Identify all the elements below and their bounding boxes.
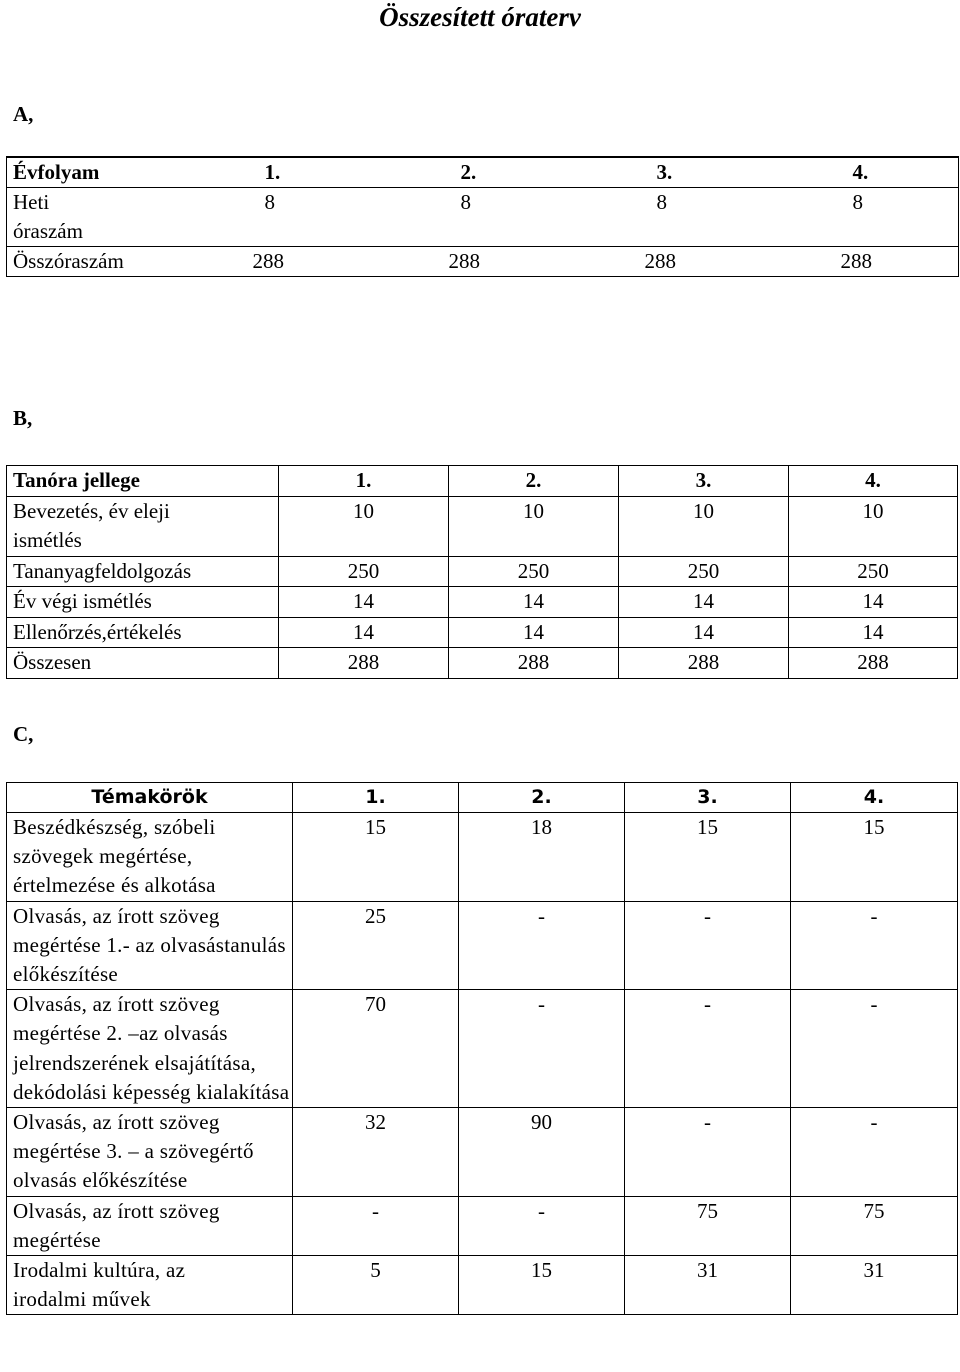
table-cell: 10 xyxy=(279,496,449,556)
topic-label: Olvasás, az írott szöveg megértése 2. –az olvasás jelrendszerének elsajátítása, dekódolási képesség kialakítása xyxy=(7,990,293,1108)
annual-hours-table xyxy=(6,156,959,277)
table-cell: 14 xyxy=(279,617,449,648)
table-header-row xyxy=(7,783,958,813)
table-cell: 75 xyxy=(625,1196,791,1255)
topics-table xyxy=(6,782,958,1315)
header-cell-grade-4: 4. xyxy=(789,466,958,497)
table-cell: - xyxy=(625,1108,791,1197)
section-label-b: B, xyxy=(13,406,33,430)
table-row xyxy=(7,188,959,247)
section-label-c: C, xyxy=(13,722,34,746)
row-label: Tananyagfeldolgozás xyxy=(7,556,279,587)
topic-label: Irodalmi kultúra, az irodalmi művek xyxy=(7,1256,293,1315)
table-row xyxy=(7,1108,958,1197)
table-cell: 288 xyxy=(175,247,371,277)
table-cell: 10 xyxy=(449,496,619,556)
header-cell-grade-2: 2. xyxy=(459,783,625,813)
table-row xyxy=(7,1196,958,1255)
table-cell: 288 xyxy=(789,648,958,679)
table-cell: - xyxy=(791,1108,958,1197)
header-cell-grade-2: 2. xyxy=(449,466,619,497)
table-header-row xyxy=(7,466,958,497)
header-cell-topics: Témakörök xyxy=(7,783,293,813)
table-row xyxy=(7,496,958,556)
topic-label: Olvasás, az írott szöveg megértése 1.- az olvasástanulás előkészítése xyxy=(7,901,293,990)
table-row xyxy=(7,648,958,679)
table-cell: 5 xyxy=(293,1256,459,1315)
table-cell: 14 xyxy=(449,617,619,648)
table-cell: 250 xyxy=(449,556,619,587)
table-row xyxy=(7,556,958,587)
table-cell: 288 xyxy=(279,648,449,679)
table-cell: 90 xyxy=(459,1108,625,1197)
table-row xyxy=(7,617,958,648)
table-cell: 14 xyxy=(619,617,789,648)
table-cell: - xyxy=(459,1196,625,1255)
header-cell-grade-4: 4. xyxy=(763,157,959,188)
header-cell-grade-1: 1. xyxy=(293,783,459,813)
table-row xyxy=(7,901,958,990)
table-cell: 250 xyxy=(279,556,449,587)
table-cell: 32 xyxy=(293,1108,459,1197)
header-cell-grade-2: 2. xyxy=(371,157,567,188)
table-cell: - xyxy=(625,901,791,990)
table-cell: - xyxy=(459,990,625,1108)
table-row xyxy=(7,990,958,1108)
table-cell: 288 xyxy=(371,247,567,277)
table-cell: 31 xyxy=(625,1256,791,1315)
header-cell-grade-4: 4. xyxy=(791,783,958,813)
row-label: Év végi ismétlés xyxy=(7,587,279,618)
table-cell: - xyxy=(791,901,958,990)
header-cell-grade-1: 1. xyxy=(279,466,449,497)
table-cell: 18 xyxy=(459,813,625,902)
topic-label: Olvasás, az írott szöveg megértése xyxy=(7,1196,293,1255)
table-cell: 75 xyxy=(791,1196,958,1255)
table-cell: 250 xyxy=(789,556,958,587)
row-label-weekly-hours: Heti óraszám xyxy=(7,188,175,247)
table-cell: 288 xyxy=(567,247,763,277)
table-cell: 70 xyxy=(293,990,459,1108)
table-cell: 250 xyxy=(619,556,789,587)
header-cell-lesson-type: Tanóra jellege xyxy=(7,466,279,497)
row-label: Bevezetés, év eleji ismétlés xyxy=(7,496,279,556)
table-cell: 15 xyxy=(459,1256,625,1315)
table-cell: 8 xyxy=(371,188,567,247)
table-cell: - xyxy=(791,990,958,1108)
header-cell-grade-3: 3. xyxy=(567,157,763,188)
table-row xyxy=(7,247,959,277)
table-cell: - xyxy=(459,901,625,990)
table-cell: 10 xyxy=(789,496,958,556)
table-cell: 14 xyxy=(789,587,958,618)
table-cell: 15 xyxy=(791,813,958,902)
topic-label: Beszédkészség, szóbeli szövegek megértése, értelmezése és alkotása xyxy=(7,813,293,902)
header-cell-grade-1: 1. xyxy=(175,157,371,188)
row-label-total-hours: Összóraszám xyxy=(7,247,175,277)
table-cell: 14 xyxy=(619,587,789,618)
table-cell: 288 xyxy=(763,247,959,277)
page-title: Összesített óraterv xyxy=(379,2,581,32)
table-cell: 10 xyxy=(619,496,789,556)
row-label: Ellenőrzés,értékelés xyxy=(7,617,279,648)
header-cell-grade-3: 3. xyxy=(619,466,789,497)
table-cell: 288 xyxy=(619,648,789,679)
table-cell: 288 xyxy=(449,648,619,679)
row-label: Összesen xyxy=(7,648,279,679)
header-cell-year: Évfolyam xyxy=(7,157,175,188)
section-label-a: A, xyxy=(13,102,34,126)
table-cell: 31 xyxy=(791,1256,958,1315)
table-cell: 8 xyxy=(175,188,371,247)
table-cell: 25 xyxy=(293,901,459,990)
table-cell: 14 xyxy=(789,617,958,648)
table-row xyxy=(7,1256,958,1315)
table-header-row xyxy=(7,157,959,188)
table-row xyxy=(7,813,958,902)
table-cell: - xyxy=(293,1196,459,1255)
table-row xyxy=(7,587,958,618)
table-cell: 14 xyxy=(279,587,449,618)
topic-label: Olvasás, az írott szöveg megértése 3. – a szövegértő olvasás előkészítése xyxy=(7,1108,293,1197)
header-cell-grade-3: 3. xyxy=(625,783,791,813)
table-cell: 15 xyxy=(625,813,791,902)
table-cell: 15 xyxy=(293,813,459,902)
table-cell: 8 xyxy=(763,188,959,247)
table-cell: 14 xyxy=(449,587,619,618)
lesson-type-table xyxy=(6,465,958,679)
table-cell: - xyxy=(625,990,791,1108)
table-cell: 8 xyxy=(567,188,763,247)
